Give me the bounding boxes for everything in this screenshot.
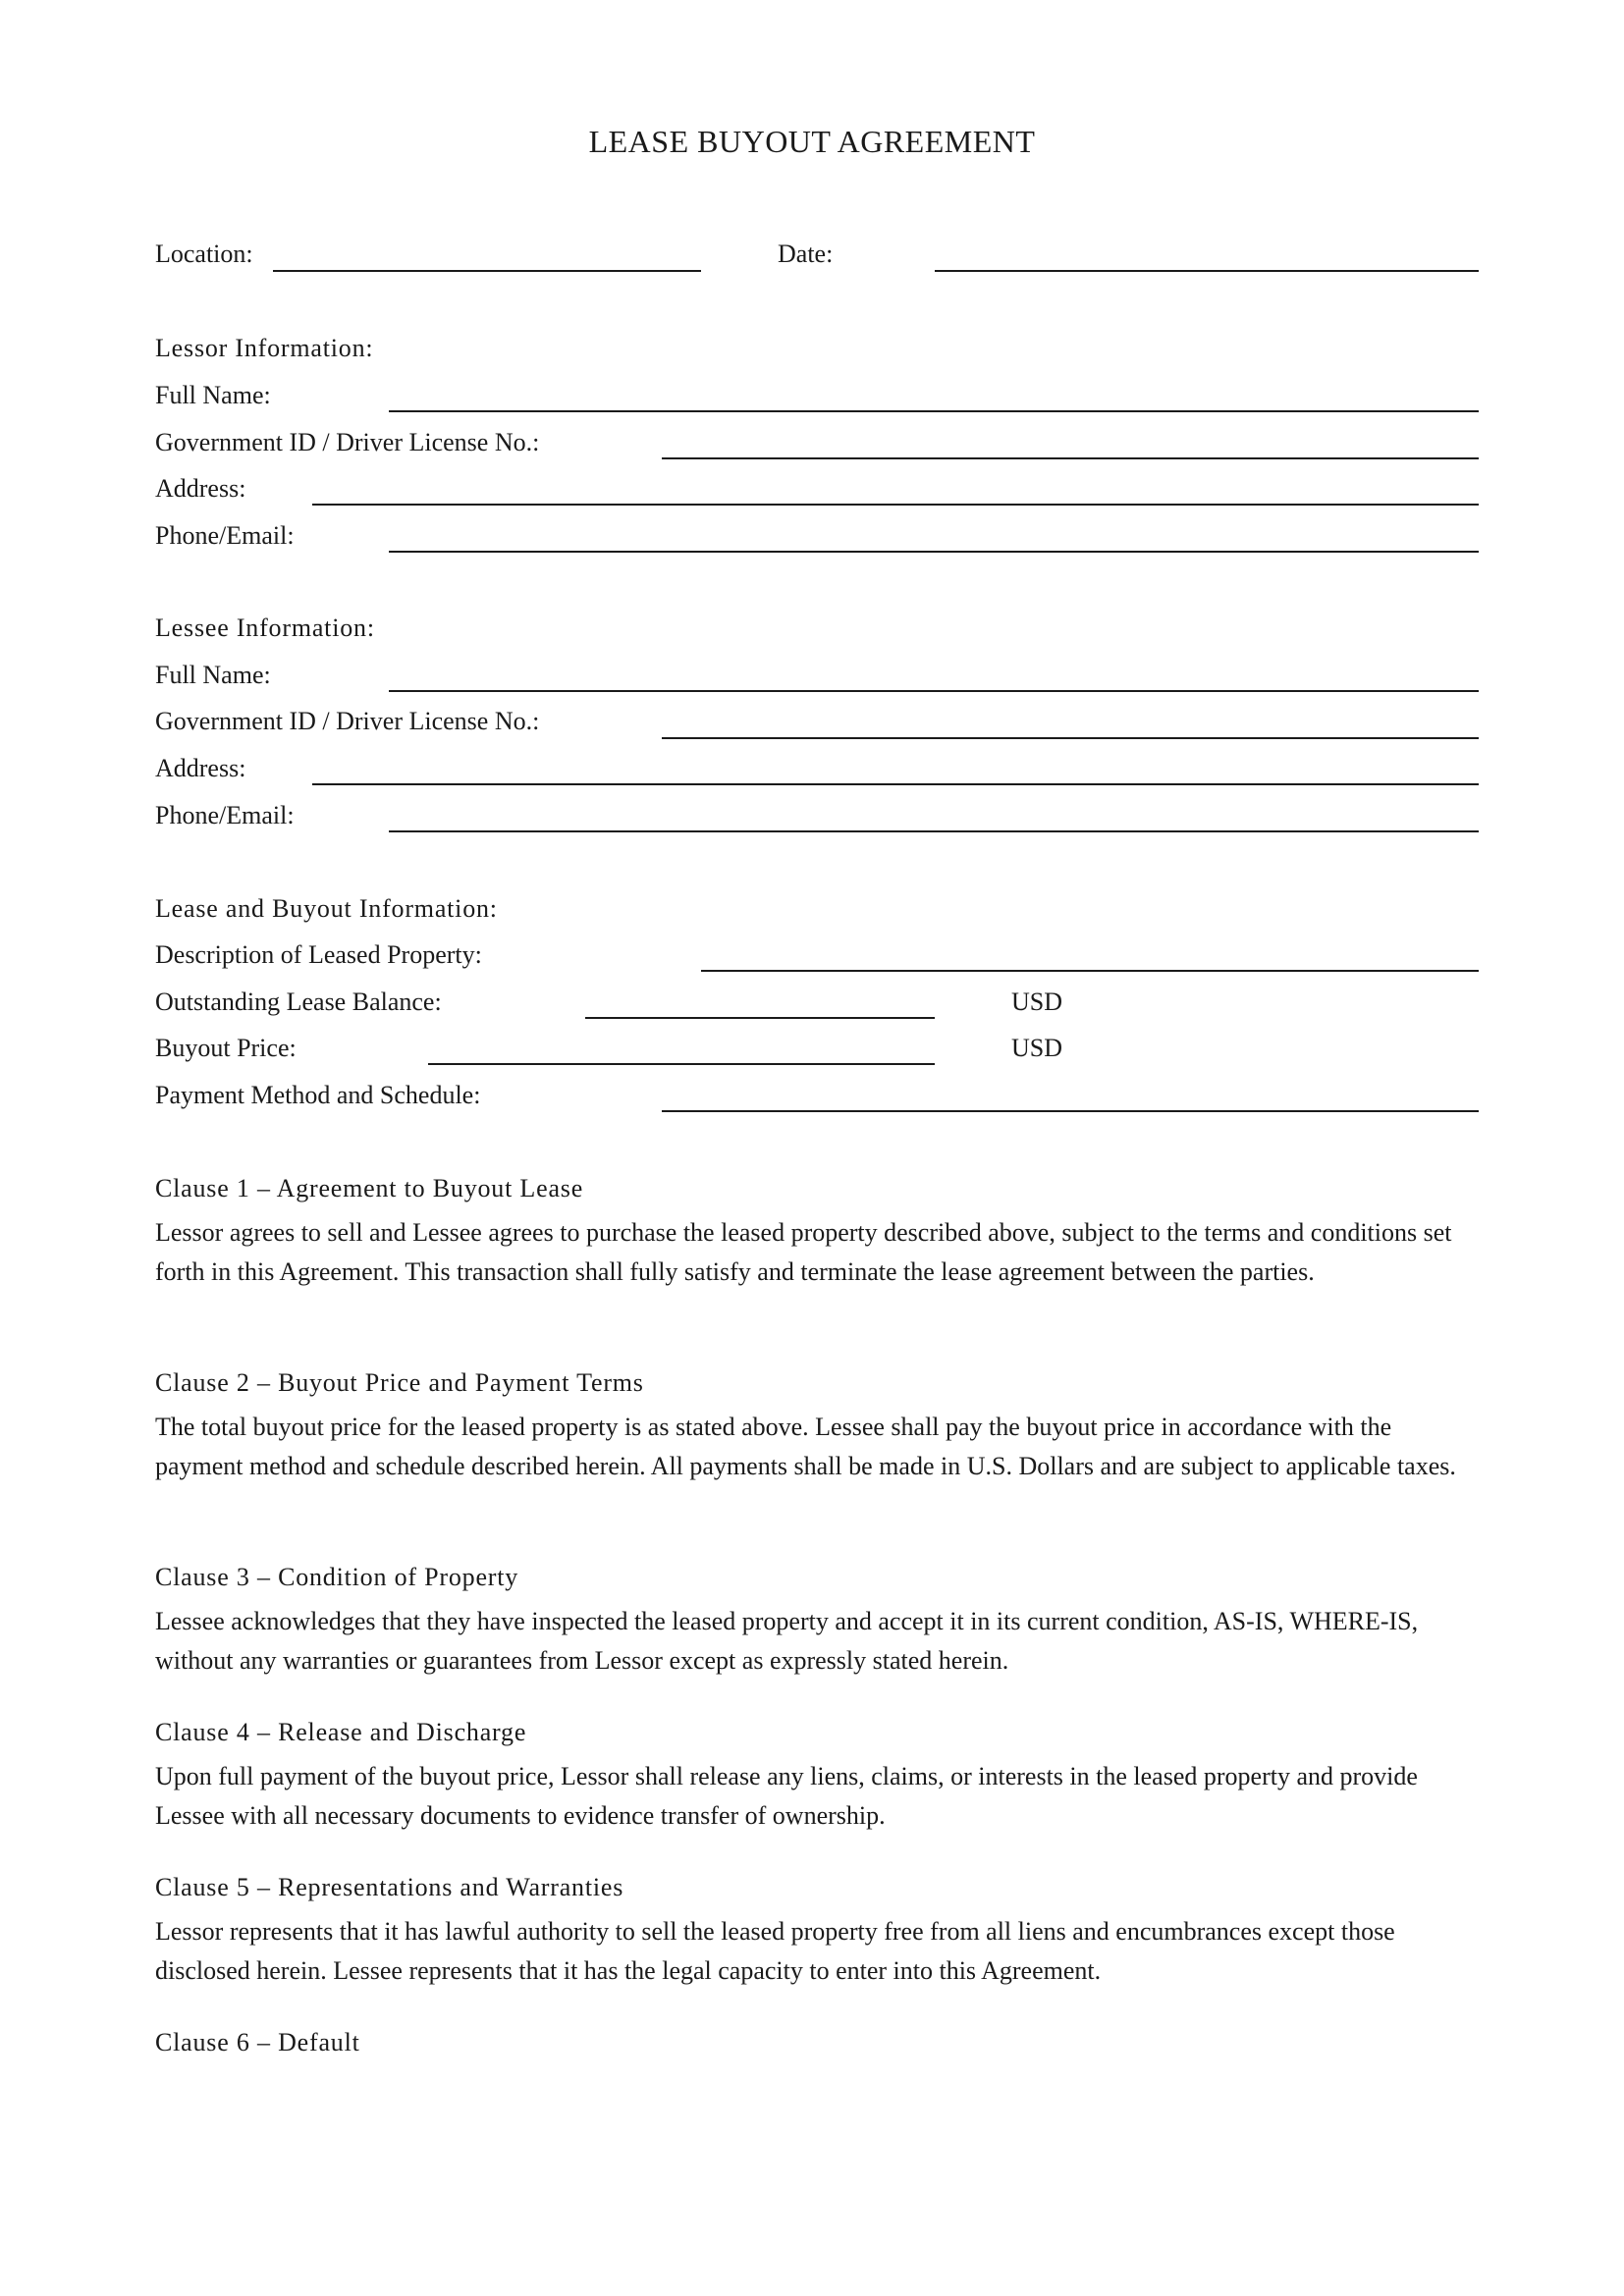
clause-3-title: Clause 3 – Condition of Property <box>155 1563 519 1591</box>
lessor-phone-email-label: Phone/Email: <box>155 521 295 550</box>
buyout-currency: USD <box>1011 1034 1063 1062</box>
lessee-gov-id-field[interactable] <box>662 737 1479 739</box>
clause-2-title: Clause 2 – Buyout Price and Payment Terms <box>155 1368 644 1397</box>
lessor-heading: Lessor Information: <box>155 334 374 362</box>
outstanding-currency: USD <box>1011 988 1063 1016</box>
clause-2-body: The total buyout price for the leased property is as stated above. Lessee shall pay the buyout price in accordance with the payment method and schedule described herein. All payments shall be made in U.S. Dollars and are subject to applicable taxes. <box>155 1413 1456 1480</box>
clause-5-body: Lessor represents that it has lawful authority to sell the leased property free from all liens and encumbrances except those disclosed herein. Lessee represents that it has the legal capacity to enter into this Agreement. <box>155 1917 1395 1985</box>
lessee-heading: Lessee Information: <box>155 614 375 642</box>
date-label: Date: <box>778 240 834 268</box>
clause-3-body: Lessee acknowledges that they have inspected the leased property and accept it in its current condition, AS-IS, WHERE-IS, without any warranties or guarantees from Lessor except as expressly stated herein. <box>155 1607 1419 1675</box>
clause-5-title: Clause 5 – Representations and Warranties <box>155 1873 624 1901</box>
lessee-address-label: Address: <box>155 754 246 782</box>
buyout-price-label: Buyout Price: <box>155 1034 297 1062</box>
description-field[interactable] <box>701 970 1479 972</box>
lessee-full-name-field[interactable] <box>389 690 1479 692</box>
lessor-address-label: Address: <box>155 474 246 503</box>
description-label: Description of Leased Property: <box>155 940 482 969</box>
lease-buyout-heading: Lease and Buyout Information: <box>155 894 498 923</box>
lessee-phone-email-field[interactable] <box>389 830 1479 832</box>
clause-4-body: Upon full payment of the buyout price, Lessor shall release any liens, claims, or interests in the leased property and provide Lessee with all necessary documents to evidence transfer of ownership. <box>155 1762 1418 1830</box>
clause-1-body: Lessor agrees to sell and Lessee agrees to purchase the leased property described above, subject to the terms and conditions set forth in this Agreement. This transaction shall fully satisfy and terminate the lease agreement between the parties. <box>155 1218 1452 1286</box>
lessor-phone-email-field[interactable] <box>389 551 1479 553</box>
outstanding-balance-label: Outstanding Lease Balance: <box>155 988 442 1016</box>
location-label: Location: <box>155 240 253 268</box>
date-field[interactable] <box>935 270 1479 272</box>
lessor-full-name-label: Full Name: <box>155 381 271 409</box>
lessee-gov-id-label: Government ID / Driver License No.: <box>155 707 540 735</box>
buyout-price-field[interactable] <box>428 1063 935 1065</box>
lessor-gov-id-field[interactable] <box>662 457 1479 459</box>
document-title: LEASE BUYOUT AGREEMENT <box>588 124 1036 159</box>
lessee-full-name-label: Full Name: <box>155 661 271 689</box>
clause-1-title: Clause 1 – Agreement to Buyout Lease <box>155 1174 584 1202</box>
lessor-address-field[interactable] <box>312 504 1479 506</box>
clause-4-title: Clause 4 – Release and Discharge <box>155 1718 527 1746</box>
lessor-full-name-field[interactable] <box>389 410 1479 412</box>
payment-method-field[interactable] <box>662 1110 1479 1112</box>
outstanding-balance-field[interactable] <box>585 1017 935 1019</box>
clause-6-title: Clause 6 – Default <box>155 2028 360 2056</box>
lessor-gov-id-label: Government ID / Driver License No.: <box>155 428 540 456</box>
lessee-phone-email-label: Phone/Email: <box>155 801 295 829</box>
payment-method-label: Payment Method and Schedule: <box>155 1081 481 1109</box>
lessee-address-field[interactable] <box>312 783 1479 785</box>
location-field[interactable] <box>273 270 701 272</box>
